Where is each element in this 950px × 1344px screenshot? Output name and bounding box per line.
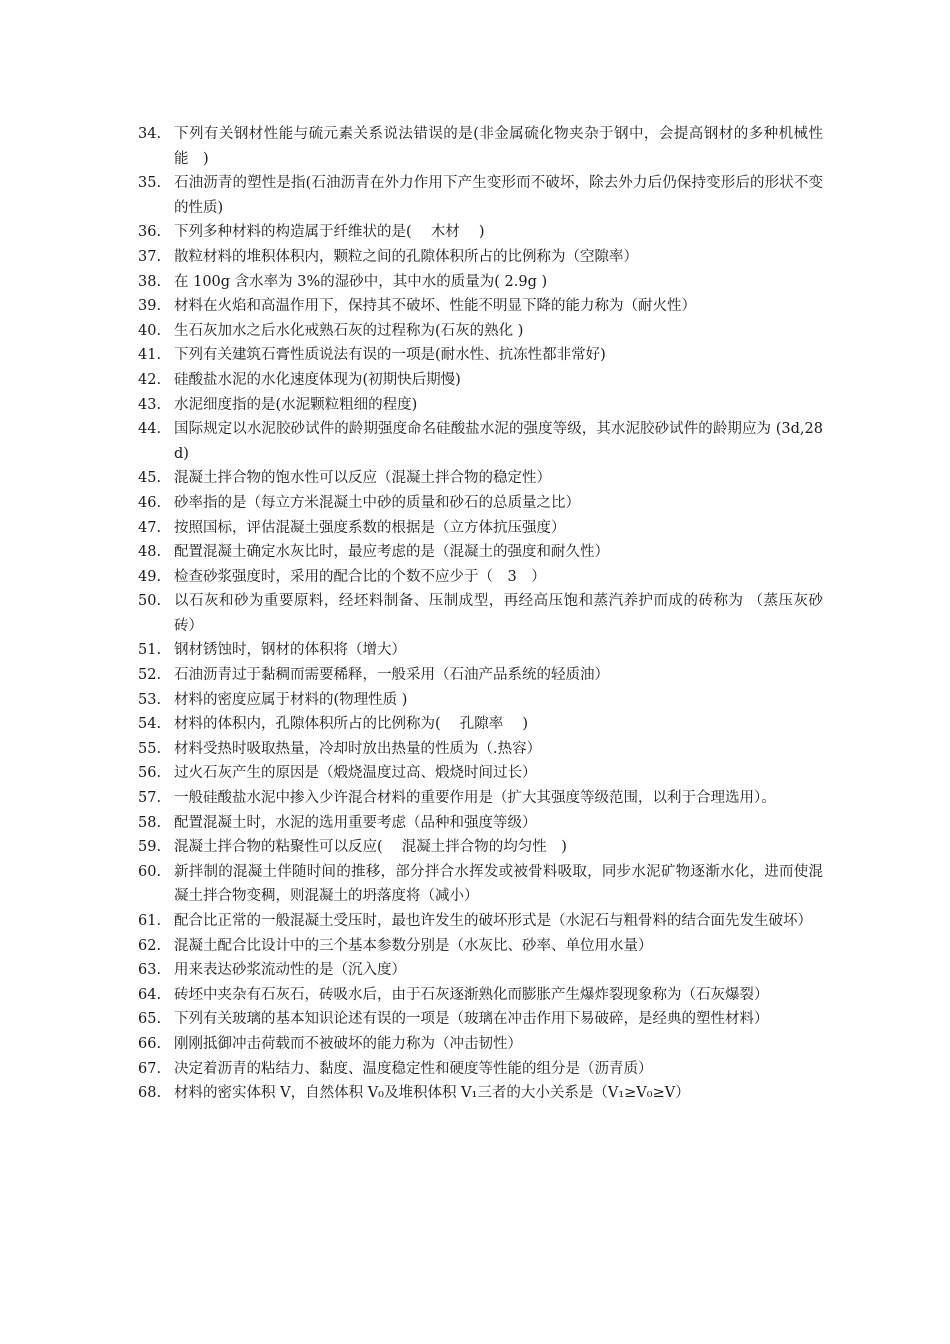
item-text: 混凝土拌合物的粘聚性可以反应( 混凝土拌合物的均匀性 ) bbox=[174, 839, 567, 856]
item-number: 64. bbox=[138, 986, 162, 1003]
item-text: 钢材锈蚀时，钢材的体积将（增大） bbox=[174, 642, 406, 659]
item-text: 混凝土拌合物的饱水性可以反应（混凝土拌合物的稳定性） bbox=[174, 470, 551, 487]
list-item bbox=[138, 934, 823, 959]
list-item bbox=[138, 171, 823, 220]
list-item bbox=[138, 638, 823, 663]
item-text: 材料受热时吸取热量，冷却时放出热量的性质为（.热容） bbox=[174, 740, 542, 757]
item-text: 国际规定以水泥胶砂试件的龄期强度命名硅酸盐水泥的强度等级，其水泥胶砂试件的龄期应为 (3d,28d) bbox=[174, 421, 823, 462]
item-text: 生石灰加水之后水化戒熟石灰的过程称为(石灰的熟化 ) bbox=[174, 322, 524, 339]
item-text: 配置混凝土确定水灰比时，最应考虑的是（混凝土的强度和耐久性） bbox=[174, 544, 609, 561]
item-number: 36. bbox=[138, 224, 162, 241]
item-number: 58. bbox=[138, 814, 162, 831]
list-item bbox=[138, 688, 823, 713]
item-text: 混凝土配合比设计中的三个基本参数分别是（水灰比、砂率、单位用水量） bbox=[174, 937, 653, 954]
item-text: 以石灰和砂为重要原料，经坯料制备、压制成型，再经高压饱和蒸汽养护而成的砖称为 （蒸压灰砂砖） bbox=[174, 593, 823, 634]
item-text: 新拌制的混凝土伴随时间的推移，部分拌合水挥发或被骨料吸取，同步水泥矿物逐渐水化，进而使混凝土拌合物变稠，则混凝土的坍落度将（减小） bbox=[174, 863, 823, 905]
list-item bbox=[138, 761, 823, 786]
list-item bbox=[138, 319, 823, 344]
item-number: 46. bbox=[138, 494, 162, 511]
item-number: 52. bbox=[138, 667, 162, 684]
item-number: 34. bbox=[138, 126, 162, 142]
list-item bbox=[138, 1081, 823, 1106]
item-text: 刚刚抵御冲击荷载而不被破坏的能力称为（冲击韧性） bbox=[174, 1035, 522, 1052]
item-number: 40. bbox=[138, 322, 162, 339]
list-item bbox=[138, 516, 823, 541]
item-number: 65. bbox=[138, 1011, 162, 1028]
item-number: 63. bbox=[138, 962, 162, 979]
item-text: 用来表达砂浆流动性的是（沉入度） bbox=[174, 962, 406, 979]
list-item bbox=[138, 343, 823, 368]
list-item bbox=[138, 1007, 823, 1032]
list-item bbox=[138, 466, 823, 491]
item-number: 53. bbox=[138, 691, 162, 708]
list-item bbox=[138, 860, 823, 909]
item-text: 检查砂浆强度时，采用的配合比的个数不应少于（ 3 ） bbox=[174, 568, 546, 585]
list-item bbox=[138, 958, 823, 983]
list-item bbox=[138, 811, 823, 836]
list-item bbox=[138, 1032, 823, 1057]
item-text: 砂率指的是（每立方米混凝土中砂的质量和砂石的总质量之比） bbox=[174, 494, 580, 511]
item-text: 配合比正常的一般混凝土受压时，最也许发生的破坏形式是（水泥石与粗骨料的结合面先发生破坏） bbox=[174, 913, 812, 929]
item-number: 67. bbox=[138, 1060, 162, 1077]
item-number: 45. bbox=[138, 470, 162, 487]
list-item bbox=[138, 589, 823, 638]
list-item bbox=[138, 835, 823, 860]
list-item bbox=[138, 1057, 823, 1082]
list-item bbox=[138, 270, 823, 295]
item-number: 38. bbox=[138, 273, 162, 290]
list-item bbox=[138, 663, 823, 688]
item-text: 一般硅酸盐水泥中掺入少许混合材料的重要作用是（扩大其强度等级范围，以利于合理选用）。 bbox=[174, 790, 776, 807]
list-item bbox=[138, 712, 823, 737]
item-text: 决定着沥青的粘结力、黏度、温度稳定性和硬度等性能的组分是（沥青质） bbox=[174, 1060, 653, 1077]
item-text: 硅酸盐水泥的水化速度体现为(初期快后期慢) bbox=[174, 371, 461, 388]
question-list bbox=[138, 122, 823, 1106]
item-text: 石油沥青过于黏稠而需要稀释，一般采用（石油产品系统的轻质油） bbox=[174, 667, 609, 684]
item-number: 44. bbox=[138, 421, 162, 438]
list-item bbox=[138, 983, 823, 1008]
list-item bbox=[138, 491, 823, 516]
list-item bbox=[138, 909, 823, 934]
item-text: 配置混凝土时，水泥的选用重要考虑（品种和强度等级） bbox=[174, 814, 537, 831]
item-text: 水泥细度指的是(水泥颗粒粗细的程度) bbox=[174, 396, 418, 413]
item-text: 下列有关建筑石膏性质说法有误的一项是(耐水性、抗冻性都非常好) bbox=[174, 347, 606, 364]
item-text: 散粒材料的堆积体积内，颗粒之间的孔隙体积所占的比例称为（空隙率） bbox=[174, 248, 638, 265]
item-text: 材料的密度应属于材料的(物理性质 ) bbox=[174, 691, 408, 708]
item-number: 57. bbox=[138, 790, 162, 807]
item-number: 60. bbox=[138, 863, 162, 880]
list-item bbox=[138, 540, 823, 565]
item-text: 砖坯中夹杂有石灰石，砖吸水后，由于石灰逐渐熟化而膨胀产生爆炸裂现象称为（石灰爆裂） bbox=[174, 986, 769, 1003]
item-number: 59. bbox=[138, 839, 162, 856]
item-number: 50. bbox=[138, 593, 162, 610]
item-number: 35. bbox=[138, 175, 162, 192]
item-number: 56. bbox=[138, 765, 162, 782]
item-number: 41. bbox=[138, 347, 162, 364]
item-number: 68. bbox=[138, 1085, 162, 1102]
item-number: 62. bbox=[138, 937, 162, 954]
item-text: 石油沥青的塑性是指(石油沥青在外力作用下产生变形而不破坏，除去外力后仍保持变形后的形状不变的性质) bbox=[174, 175, 823, 216]
item-number: 49. bbox=[138, 568, 162, 585]
item-text: 材料的密实体积 V，自然体积 V₀及堆积体积 V₁三者的大小关系是（V₁≥V₀≥V） bbox=[174, 1085, 690, 1102]
list-item bbox=[138, 565, 823, 590]
list-item bbox=[138, 368, 823, 393]
item-text: 下列有关钢材性能与硫元素关系说法错误的是(非金属硫化物夹杂于钢中，会提高钢材的多种机械性能 ) bbox=[174, 126, 823, 167]
item-number: 42. bbox=[138, 371, 162, 388]
list-item bbox=[138, 737, 823, 762]
list-item bbox=[138, 122, 823, 171]
item-text: 按照国标，评估混凝土强度系数的根据是（立方体抗压强度） bbox=[174, 519, 566, 536]
item-number: 37. bbox=[138, 248, 162, 265]
list-item bbox=[138, 393, 823, 418]
item-number: 39. bbox=[138, 298, 162, 315]
item-number: 51. bbox=[138, 642, 162, 659]
list-item bbox=[138, 220, 823, 245]
item-number: 55. bbox=[138, 740, 162, 757]
item-number: 54. bbox=[138, 716, 162, 733]
item-text: 在 100g 含水率为 3%的湿砂中，其中水的质量为( 2.9g ) bbox=[174, 273, 548, 290]
item-number: 61. bbox=[138, 913, 162, 929]
list-item bbox=[138, 786, 823, 811]
list-item bbox=[138, 417, 823, 466]
item-text: 材料在火焰和高温作用下，保持其不破坏、性能不明显下降的能力称为（耐火性） bbox=[174, 298, 696, 315]
item-number: 66. bbox=[138, 1035, 162, 1052]
item-number: 48. bbox=[138, 544, 162, 561]
item-number: 43. bbox=[138, 396, 162, 413]
item-text: 过火石灰产生的原因是（煅烧温度过高、煅烧时间过长） bbox=[174, 765, 537, 782]
item-text: 下列多种材料的构造属于纤维状的是( 木材 ) bbox=[174, 224, 485, 241]
list-item bbox=[138, 294, 823, 319]
item-number: 47. bbox=[138, 519, 162, 536]
item-text: 材料的体积内，孔隙体积所占的比例称为( 孔隙率 ) bbox=[174, 716, 529, 733]
list-item bbox=[138, 245, 823, 270]
item-text: 下列有关玻璃的基本知识论述有误的一项是（玻璃在冲击作用下易破碎，是经典的塑性材料） bbox=[174, 1011, 769, 1028]
